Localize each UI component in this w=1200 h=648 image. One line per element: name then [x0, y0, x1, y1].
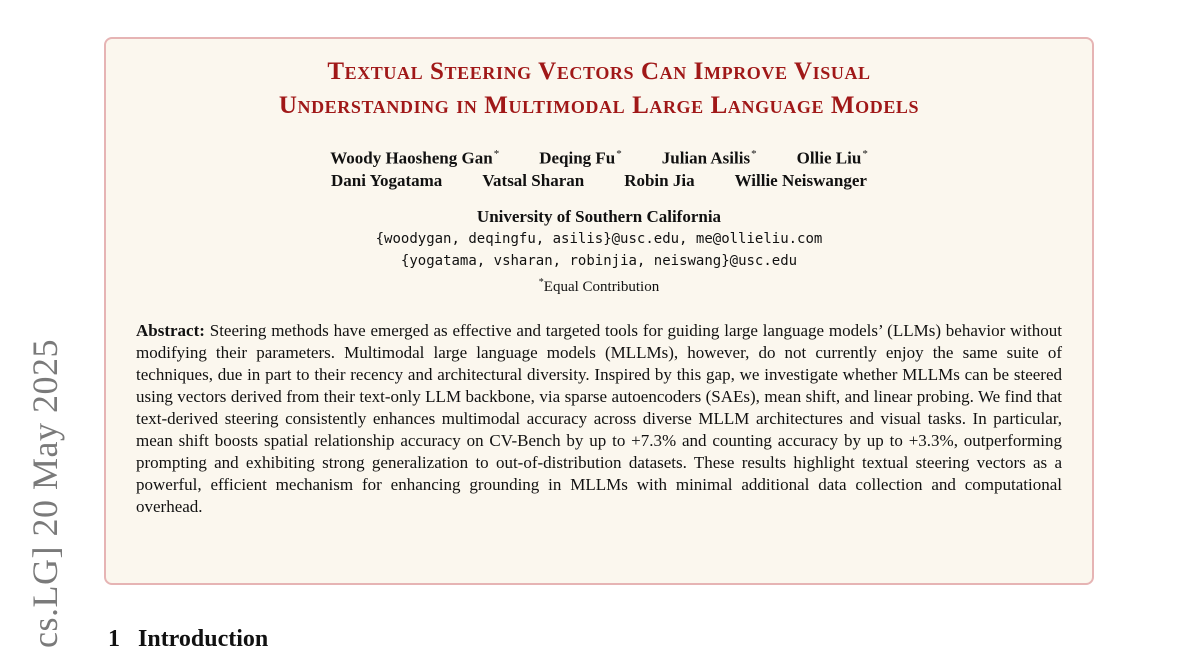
equal-contribution-mark: * — [616, 148, 622, 160]
paper-title-line-2: Understanding in Multimodal Large Language Models — [278, 92, 920, 119]
arxiv-id-stamp: cs.LG] 20 May 2025 — [25, 339, 65, 648]
abstract — [136, 320, 1062, 518]
equal-contribution-text: Equal Contribution — [543, 278, 660, 295]
paper-title-line-1: Textual Steering Vectors Can Improve Visual — [327, 58, 871, 85]
author: Dani Yogatama — [331, 170, 443, 190]
equal-contribution-note — [136, 272, 1062, 298]
title-abstract-box — [104, 37, 1094, 585]
section-number: 1 — [108, 626, 120, 648]
author — [662, 143, 757, 170]
equal-contribution-mark: * — [493, 148, 500, 160]
email-line-1: {woodygan, deqingfu, asilis}@usc.edu, me@ollieliu.com — [375, 230, 823, 247]
email-line-2: {yogatama, vsharan, robinjia, neiswang}@usc.edu — [400, 252, 798, 269]
affiliation-block — [136, 206, 1062, 298]
paper-title — [136, 55, 1062, 123]
author-list — [136, 143, 1062, 192]
equal-contribution-mark: * — [862, 148, 868, 160]
author-name: Julian Asilis — [661, 148, 751, 168]
author: Robin Jia — [624, 170, 695, 190]
equal-contribution-mark: * — [751, 148, 757, 160]
author-name: Woody Haosheng Gan — [330, 148, 493, 168]
author-row-1 — [136, 143, 1062, 170]
equal-contribution-mark: * — [538, 276, 544, 288]
author-name: Deqing Fu — [539, 148, 616, 168]
section-heading — [108, 626, 268, 648]
section-title: Introduction — [138, 626, 269, 648]
author — [539, 143, 622, 170]
author: Vatsal Sharan — [482, 170, 585, 190]
author-row-2 — [136, 170, 1062, 192]
author — [330, 143, 499, 170]
author — [797, 143, 868, 170]
author: Willie Neiswanger — [734, 170, 867, 190]
university-name: University of Southern California — [476, 206, 722, 226]
abstract-text: Steering methods have emerged as effective and targeted tools for guiding large language models’ (LLMs) behavior without modifying their parameters. Multimodal large language models (MLLMs), however, do not currently enjoy the same suite of techniques, due in part to their recency and architectural diversity. Inspired by this gap, we investigate whether MLLMs can be steered using vectors derived from their text-only LLM backbone, via sparse autoencoders (SAEs), mean shift, and linear probing. We find that text-derived steering consistently enhances multimodal accuracy across diverse MLLM architectures and visual tasks. In particular, mean shift boosts spatial relationship accuracy on CV-Bench by up to +7.3% and counting accuracy by up to +3.3%, outperforming prompting and exhibiting strong generalization to out-of-distribution datasets. These results highlight textual steering vectors as a powerful, efficient mechanism for enhancing grounding in MLLMs with minimal additional data collection and computational overhead. — [136, 320, 1063, 516]
author-name: Ollie Liu — [796, 148, 862, 168]
abstract-label: Abstract: — [136, 320, 205, 340]
